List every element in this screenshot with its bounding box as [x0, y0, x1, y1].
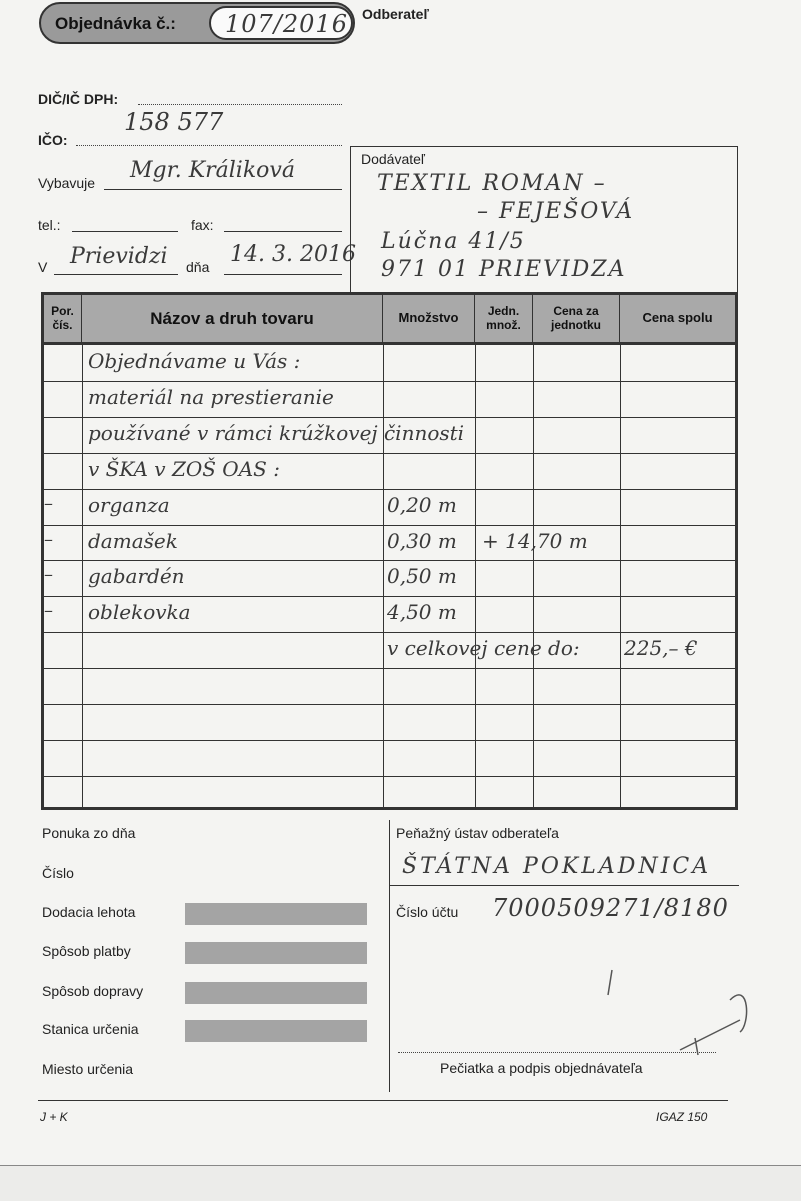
row-divider	[44, 525, 735, 526]
supplier-line-2: – FEJEŠOVÁ	[477, 199, 635, 224]
ico-label: IČO:	[38, 132, 68, 148]
table-cell-cena: 225,– €	[624, 636, 698, 661]
dic-label: DIČ/IČ DPH:	[38, 91, 119, 107]
fax-label: fax:	[191, 217, 214, 233]
table-cell-nazov: v ŠKA v ZOŠ OAS :	[88, 456, 280, 481]
order-number-pill	[39, 2, 355, 44]
miesto-label: Miesto určenia	[42, 1061, 134, 1077]
footer-divider	[389, 820, 390, 1092]
table-cell-por: –	[44, 528, 53, 550]
table-cell-nazov: gabardén	[88, 564, 185, 589]
order-number-label: Objednávka č.:	[55, 14, 176, 33]
col-header-nazov: Názov a druh tovaru	[82, 295, 383, 342]
table-cell-mnozstvo: 0,50 m	[387, 564, 457, 589]
doprava-field	[185, 982, 367, 1004]
table-cell-mnozstvo: v celkovej cene do:	[387, 636, 580, 661]
bank-label: Peňažný ústav odberateľa	[396, 825, 559, 841]
supplier-box	[350, 146, 738, 296]
tel-line	[72, 231, 178, 232]
footer-bottom-line	[38, 1100, 728, 1101]
stanica-label: Stanica určenia	[42, 1021, 139, 1037]
row-divider	[44, 704, 735, 705]
row-divider	[44, 596, 735, 597]
tel-label: tel.:	[38, 217, 61, 233]
supplier-line-4: 971 01 PRIEVIDZA	[381, 257, 627, 282]
table-cell-nazov: oblekovka	[88, 600, 191, 625]
row-divider	[44, 417, 735, 418]
table-cell-nazov: materiál na prestieranie	[88, 384, 334, 409]
account-label: Číslo účtu	[396, 904, 459, 920]
supplier-line-1: TEXTIL ROMAN –	[377, 171, 607, 196]
table-header	[44, 295, 735, 345]
stanica-field	[185, 1020, 367, 1042]
table-cell-nazov: damašek	[88, 528, 178, 553]
table-cell-por: –	[44, 492, 53, 514]
order-number-value: 107/2016	[225, 10, 348, 38]
col-header-jedn: Jedn. množ.	[475, 295, 533, 342]
dodacia-label: Dodacia lehota	[42, 904, 136, 920]
row-divider	[44, 453, 735, 454]
table-cell-nazov: Objednávame u Vás :	[88, 349, 301, 373]
customer-heading: Odberateľ	[362, 6, 429, 22]
table-cell-mnozstvo: 0,30 m	[387, 528, 457, 553]
col-header-cena-spolu: Cena spolu	[642, 310, 713, 326]
vybavuje-line	[104, 189, 342, 190]
vybavuje-label: Vybavuje	[38, 175, 96, 191]
next-page-edge	[0, 1165, 801, 1201]
dodacia-field	[185, 903, 367, 925]
signature-scribble	[600, 940, 760, 1070]
row-divider	[44, 632, 735, 633]
left-code: J + K	[40, 1110, 68, 1124]
table-cell-nazov: používané v rámci krúžkovej činnosti	[88, 420, 465, 445]
doprava-label: Spôsob dopravy	[42, 983, 144, 999]
order-number-field	[209, 6, 353, 40]
supplier-line-3: Lúčna 41/5	[381, 229, 526, 254]
bank-value: ŠTÁTNA POKLADNICA	[402, 854, 712, 879]
row-divider	[44, 668, 735, 669]
row-divider	[44, 560, 735, 561]
table-cell-nazov: organza	[88, 492, 170, 517]
fax-line	[224, 231, 342, 232]
dic-line	[138, 104, 342, 105]
table-cell-por: –	[44, 564, 53, 586]
col-header-por: Por. čís.	[44, 295, 82, 342]
vybavuje-value: Mgr. Králiková	[130, 158, 295, 183]
cislo-label: Číslo	[42, 865, 74, 881]
row-divider	[44, 740, 735, 741]
bank-line	[389, 885, 739, 886]
platba-label: Spôsob platby	[42, 943, 131, 959]
table-cell-mnozstvo: 4,50 m	[387, 600, 457, 625]
col-header-mnozstvo: Množstvo	[383, 295, 475, 342]
ponuka-label: Ponuka zo dňa	[42, 825, 136, 841]
col-divider	[475, 345, 476, 807]
col-divider	[82, 345, 83, 807]
table-cell-mnozstvo: 0,20 m	[387, 492, 457, 517]
row-divider	[44, 489, 735, 490]
col-divider	[383, 345, 384, 807]
col-header-cena-jednotku: Cena za jednotku	[533, 295, 620, 342]
platba-field	[185, 942, 367, 964]
col-divider	[533, 345, 534, 807]
v-label: V	[38, 259, 48, 275]
v-line	[54, 274, 178, 275]
form-code: IGAZ 150	[656, 1110, 708, 1124]
signature-label: Pečiatka a podpis objednávateľa	[440, 1060, 643, 1076]
dna-line	[224, 274, 342, 275]
dna-label: dňa	[186, 259, 210, 275]
v-value: Prievidzi	[70, 244, 168, 269]
row-divider	[44, 381, 735, 382]
ico-value: 158 577	[124, 108, 224, 136]
account-value: 7000509271/8180	[492, 894, 729, 922]
supplier-label: Dodávateľ	[361, 151, 426, 167]
table-cell-por: –	[44, 600, 53, 622]
col-divider	[620, 345, 621, 807]
dna-value: 14. 3. 2016	[230, 242, 356, 267]
items-table	[41, 292, 738, 810]
table-cell-jedn: + 14,70 m	[482, 528, 588, 553]
row-divider	[44, 776, 735, 777]
ico-line	[76, 145, 342, 146]
